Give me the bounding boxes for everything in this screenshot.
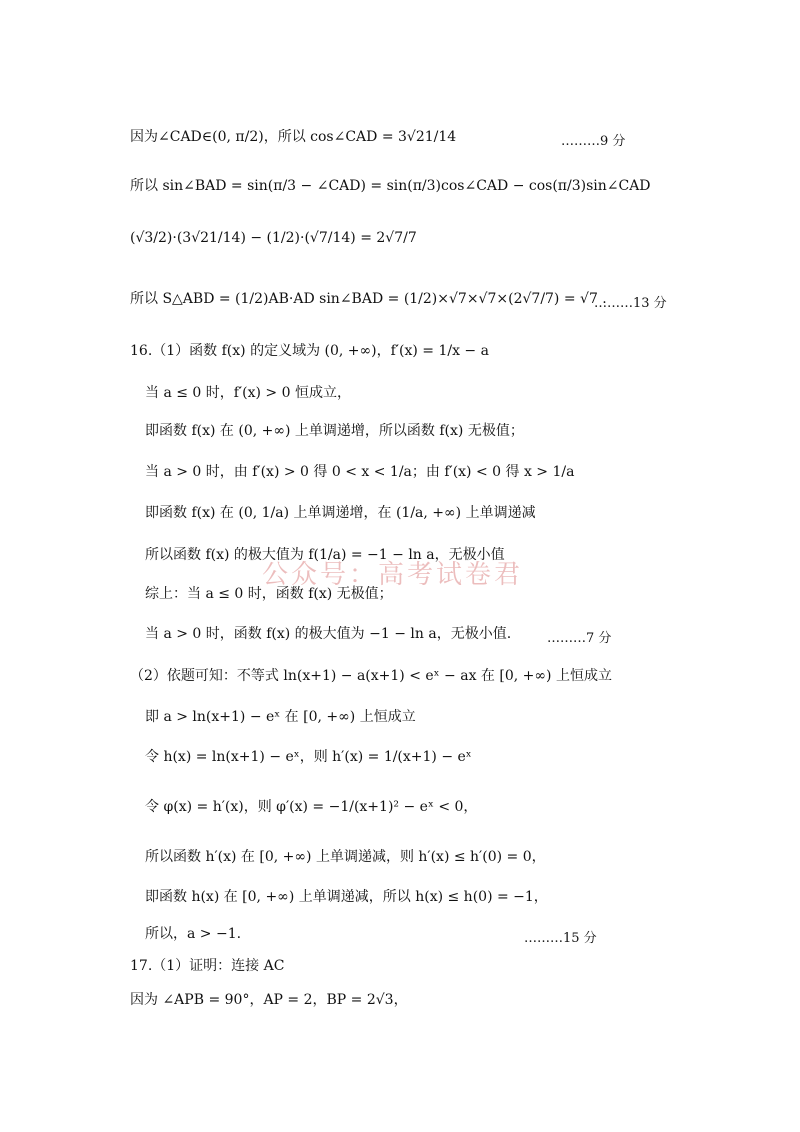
watermark: 公众号：高考试卷君 [262,560,524,590]
line-summary-2: 当 a > 0 时，函数 f(x) 的极大值为 −1 − ln a，无极小值. [145,626,512,642]
line-cad-range: 因为∠CAD∈(0, π/2)，所以 cos∠CAD = 3√21/14 [130,129,457,145]
line-conclusion: 所以，a > −1. [145,926,242,942]
line-monotonic: 即函数 f(x) 在 (0, 1/a) 上单调递增，在 (1/a, +∞) 上单调递减 [145,505,536,521]
score-15: ………15 分 [524,931,597,946]
score-7: ………7 分 [547,631,612,646]
line-q17-start: 17.（1）证明：连接 AC [130,958,285,974]
score-13: ………13 分 [594,296,667,311]
line-area-abd: 所以 S△ABD = (1/2)AB·AD sin∠BAD = (1/2)×√7×√7×(2√7/7) = √7 . [130,291,607,307]
line-sin-bad: 所以 sin∠BAD = sin(π/3 − ∠CAD) = sin(π/3)cos∠CAD − cos(π/3)sin∠CAD [130,178,651,194]
line-part2-condition: （2）依题可知：不等式 ln(x+1) − a(x+1) < eˣ − ax 在 [0, +∞) 上恒成立 [130,668,612,684]
line-h-decreasing: 即函数 h(x) 在 [0, +∞) 上单调递减，所以 h(x) ≤ h(0) = −1， [145,889,548,905]
line-summary-1: 综上：当 a ≤ 0 时，函数 f(x) 无极值； [145,586,393,602]
line-max-value: 所以函数 f(x) 的极大值为 f(1/a) = −1 − ln a，无极小值 [145,547,505,563]
line-q16-domain: 16.（1）函数 f(x) 的定义域为 (0, +∞)，f′(x) = 1/x − a [130,343,489,359]
line-sin-bad-value: (√3/2)·(3√21/14) − (1/2)·(√7/14) = 2√7/7 [130,230,417,246]
line-define-h: 令 h(x) = ln(x+1) − eˣ，则 h′(x) = 1/(x+1) − eˣ [145,749,472,765]
line-part2-equivalent: 即 a > ln(x+1) − eˣ 在 [0, +∞) 上恒成立 [145,709,416,725]
line-increasing: 即函数 f(x) 在 (0, +∞) 上单调递增，所以函数 f(x) 无极值； [145,423,524,439]
line-a-le-0: 当 a ≤ 0 时，f′(x) > 0 恒成立， [145,385,351,401]
line-a-gt-0: 当 a > 0 时，由 f′(x) > 0 得 0 < x < 1/a；由 f′(x) < 0 得 x > 1/a [145,464,575,480]
score-9: ………9 分 [561,134,626,149]
line-define-phi: 令 φ(x) = h′(x)，则 φ′(x) = −1/(x+1)² − eˣ < 0， [145,799,478,815]
line-q17-given: 因为 ∠APB = 90°，AP = 2，BP = 2√3， [130,992,408,1008]
line-hprime-decreasing: 所以函数 h′(x) 在 [0, +∞) 上单调递减，则 h′(x) ≤ h′(0) = 0， [145,849,546,865]
